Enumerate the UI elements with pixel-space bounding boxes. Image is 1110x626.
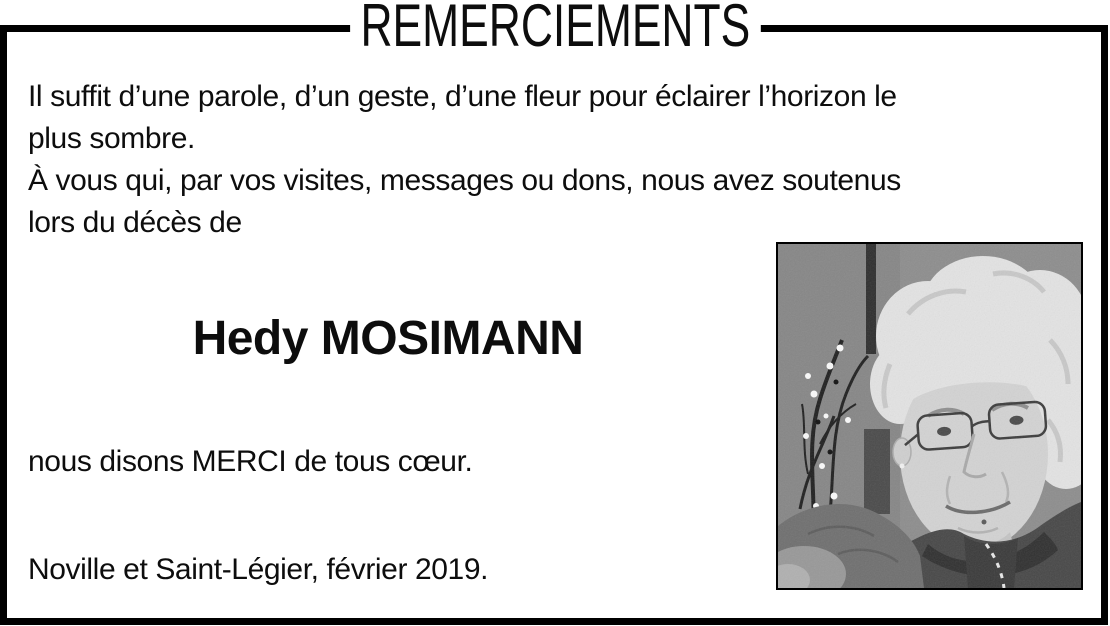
intro-line: lors du décès de bbox=[28, 206, 242, 239]
deceased-name: Hedy MOSIMANN bbox=[192, 312, 584, 365]
date-line: Noville et Saint-Légier, février 2019. bbox=[28, 553, 489, 586]
intro-line: plus sombre. bbox=[28, 122, 195, 155]
portrait-photo bbox=[776, 242, 1083, 590]
intro-line: Il suffit d’une parole, d’un geste, d’une fleur pour éclairer l’horizon le bbox=[28, 80, 897, 113]
thanks-line: nous disons MERCI de tous cœur. bbox=[28, 445, 473, 478]
intro-paragraph bbox=[28, 76, 901, 244]
page-title: REMERCIEMENTS bbox=[350, 0, 760, 56]
intro-line: À vous qui, par vos visites, messages ou dons, nous avez soutenus bbox=[28, 164, 901, 197]
portrait-illustration bbox=[778, 244, 1081, 588]
title-wrap bbox=[0, 0, 1110, 59]
